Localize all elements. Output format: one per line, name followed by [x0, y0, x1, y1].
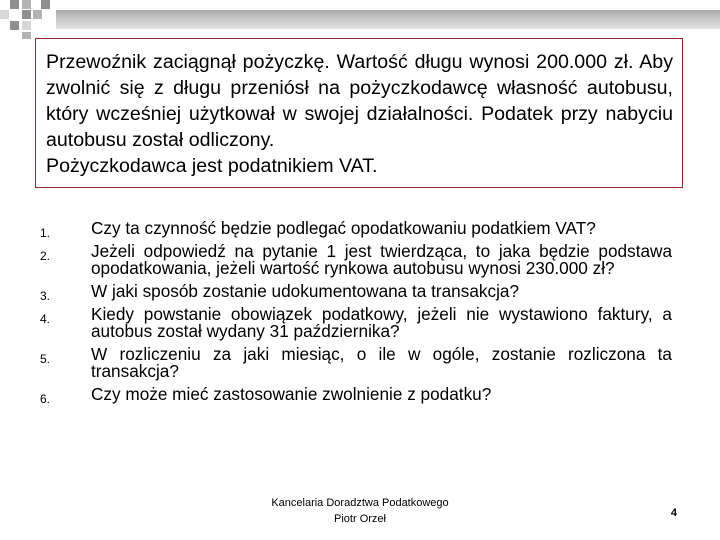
question-item — [40, 306, 672, 346]
question-text: W rozliczeniu za jaki miesiąc, o ile w ogóle, zostanie rozliczona ta transakcja? — [91, 344, 672, 381]
case-intro-last-line: Pożyczkodawca jest podatnikiem VAT. — [46, 155, 378, 177]
question-number: 3. — [40, 289, 51, 303]
page-number: 4 — [670, 507, 677, 519]
decorative-header — [0, 0, 720, 40]
header-gradient-bar — [56, 10, 720, 29]
footer — [234, 495, 486, 527]
question-item — [40, 243, 672, 283]
question-text: Kiedy powstanie obowiązek podatkowy, jeżeli nie wystawiono faktury, a autobus został wydany 31 października? — [91, 304, 672, 341]
decor-square — [10, 21, 19, 30]
case-description — [46, 49, 673, 179]
question-number: 4. — [40, 312, 51, 326]
footer-author: Piotr Orzeł — [334, 513, 386, 525]
question-text: W jaki sposób zostanie udokumentowana ta transakcja? — [91, 281, 520, 301]
questions-list — [40, 220, 672, 409]
case-description-box — [35, 38, 683, 188]
question-item — [40, 220, 672, 243]
question-text: Czy ta czynność będzie podlegać opodatkowaniu podatkiem VAT? — [91, 218, 596, 238]
question-number: 6. — [40, 392, 51, 406]
footer-company: Kancelaria Doradztwa Podatkowego — [271, 497, 449, 509]
case-intro-text: Przewoźnik zaciągnął pożyczkę. Wartość długu wynosi 200.000 zł. Aby zwolnić się z długu przeniósł na pożyczkodawcę własność autobusu, który wcześniej użytkował w swojej działalności. Podatek przy nabyciu autobusu został odliczony. — [46, 51, 673, 151]
question-number: 5. — [40, 352, 51, 366]
question-item — [40, 283, 672, 306]
decor-square — [41, 0, 50, 9]
question-text: Jeżeli odpowiedź na pytanie 1 jest twierdząca, to jaka będzie podstawa opodatkowania, jeżeli wartość rynkowa autobusu wynosi 230.000 zł? — [91, 241, 672, 278]
question-number: 1. — [40, 226, 51, 240]
question-item — [40, 386, 672, 409]
question-item — [40, 346, 672, 386]
decor-square — [33, 10, 42, 19]
question-text: Czy może mieć zastosowanie zwolnienie z podatku? — [91, 384, 492, 404]
decor-square — [22, 0, 31, 9]
question-number: 2. — [40, 249, 51, 263]
decor-square — [22, 21, 31, 30]
decor-square — [10, 0, 19, 9]
decor-square — [0, 10, 9, 19]
decor-square — [22, 10, 31, 19]
decor-square — [22, 32, 31, 39]
